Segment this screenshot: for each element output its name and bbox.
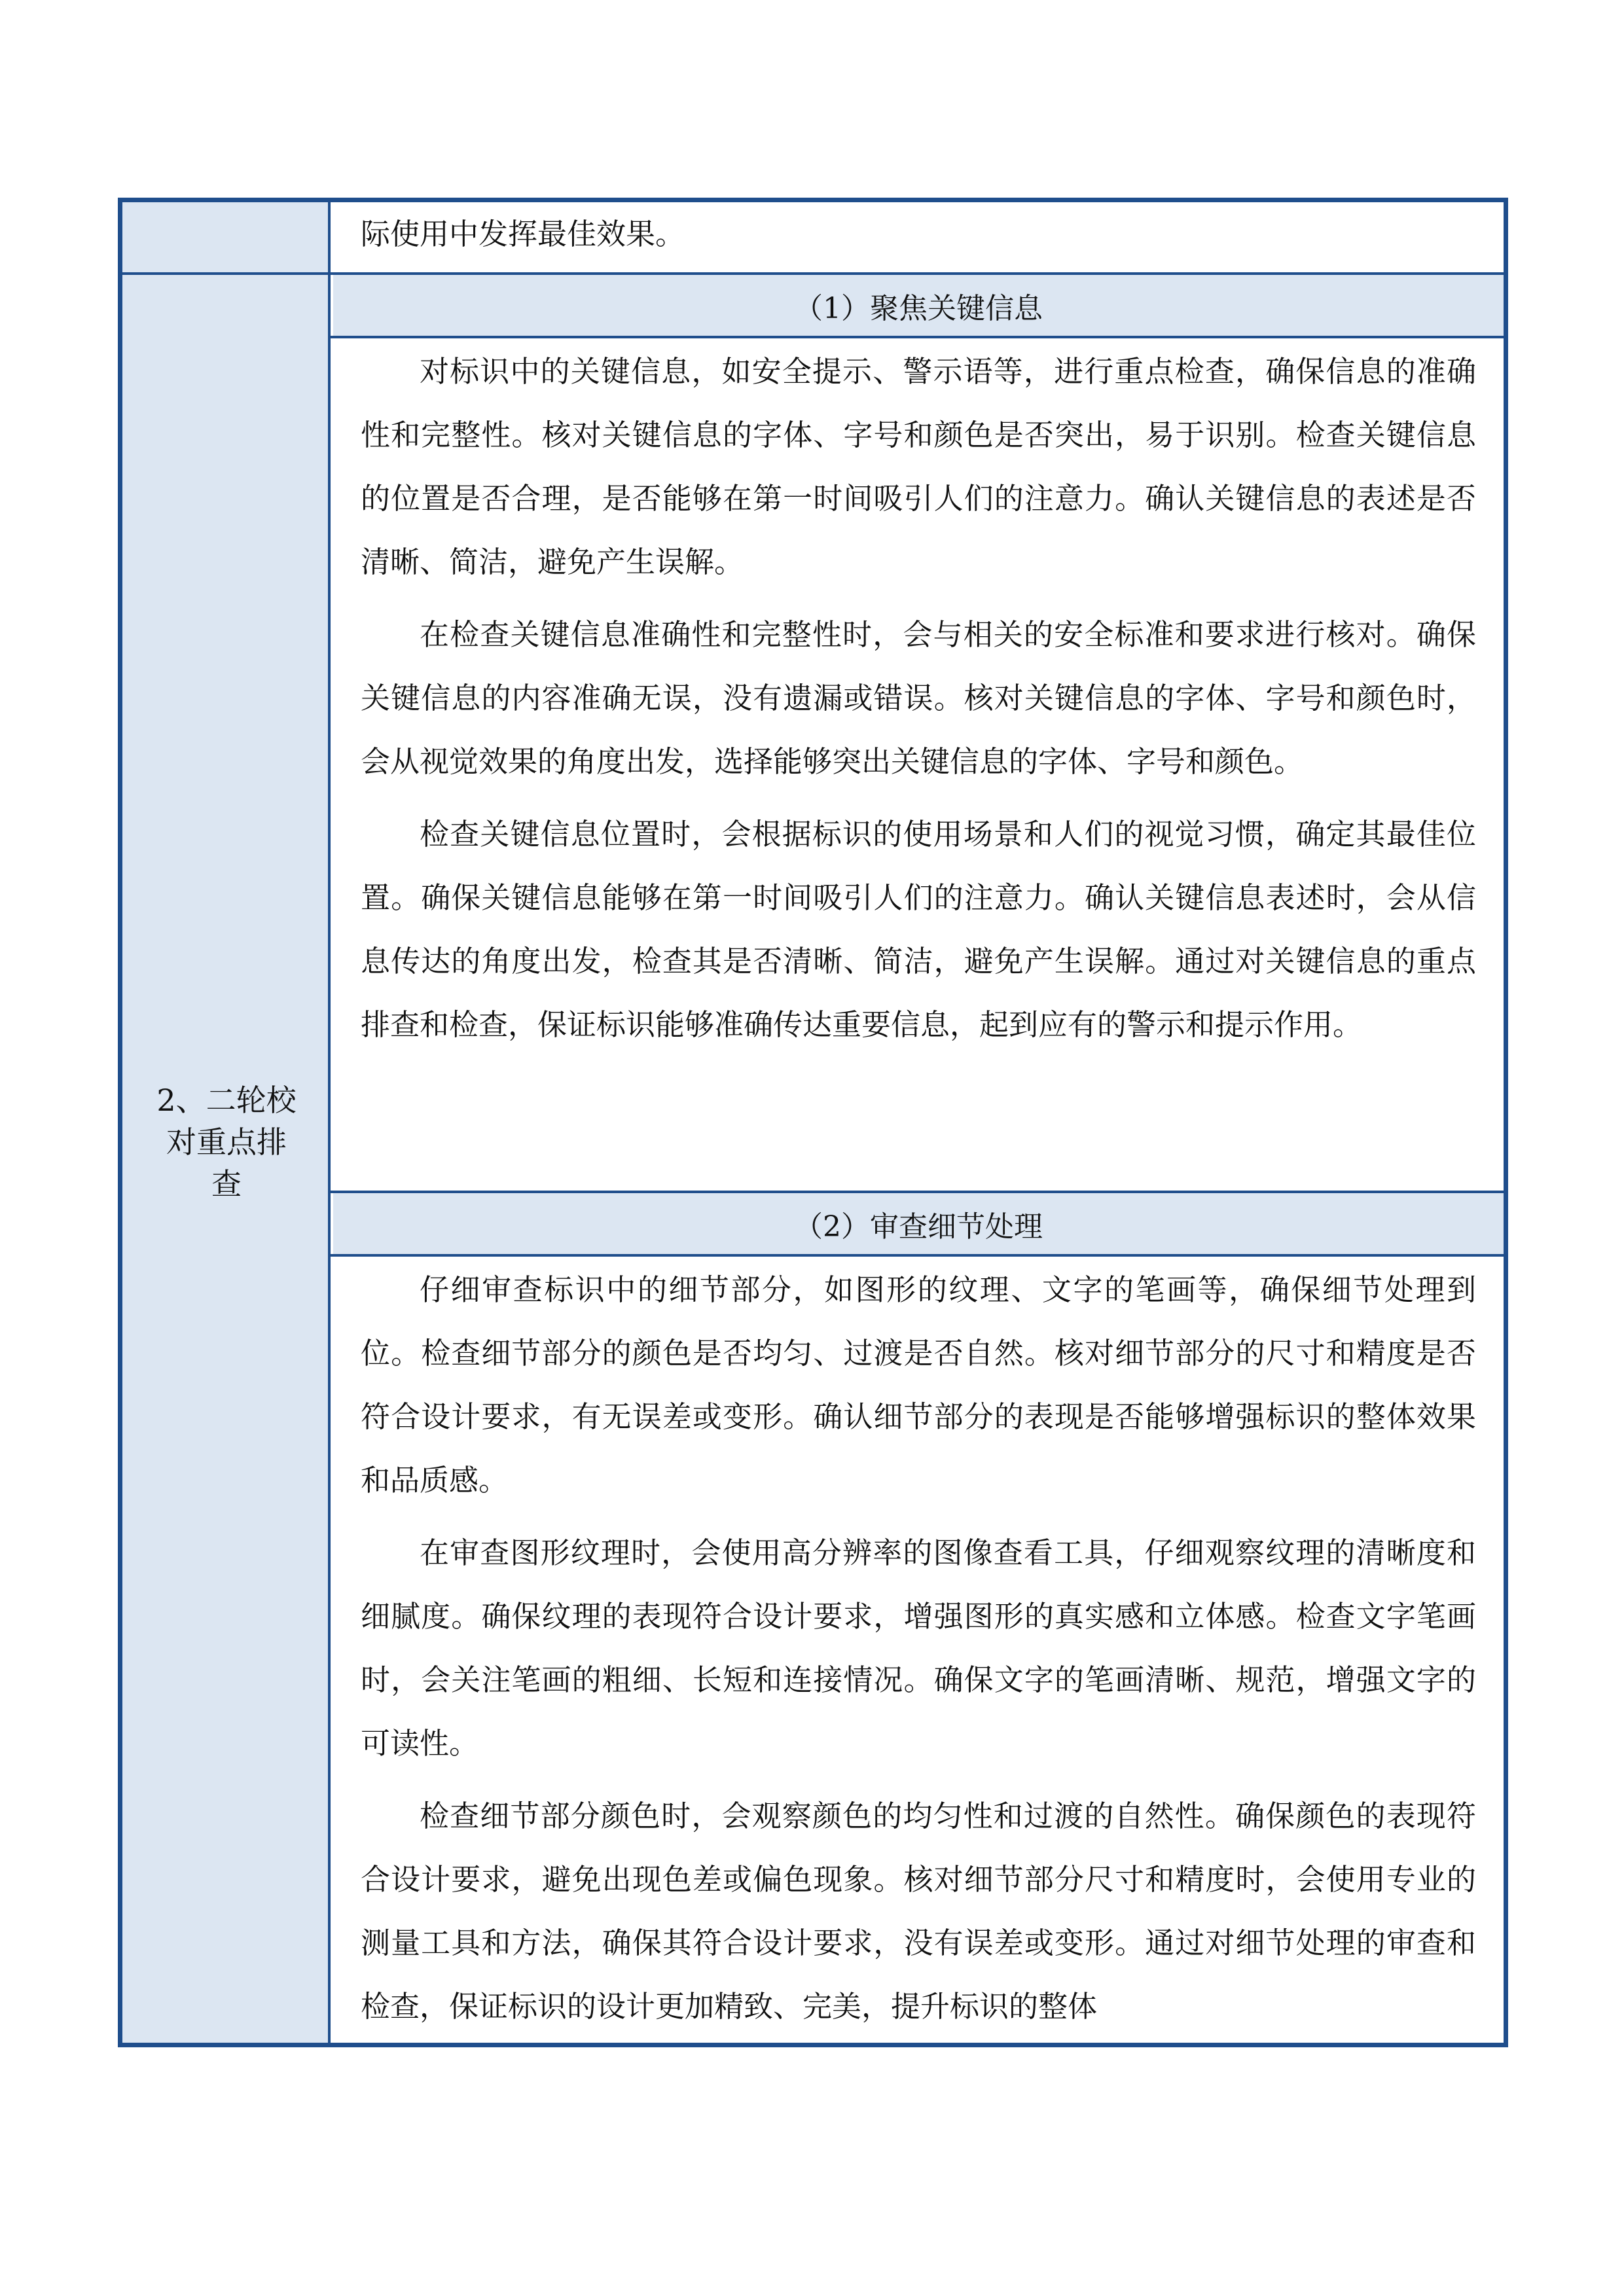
left-column xyxy=(122,202,331,2043)
row-label-line-3: 查 xyxy=(211,1166,242,1202)
row-label-line-1: 2、二轮校 xyxy=(156,1083,297,1118)
continuation-cell xyxy=(333,202,1504,272)
section-2-title: （2）审查细节处理 xyxy=(333,1193,1504,1254)
row-label xyxy=(122,1079,331,1205)
section-2-paragraph-3: 检查细节部分颜色时，会观察颜色的均匀性和过渡的自然性。确保颜色的表现符合设计要求，避免出现色差或偏色现象。核对细节部分尺寸和精度时，会使用专业的测量工具和方法，确保其符合设计要求，没有误差或变形。通过对细节处理的审查和检查，保证标识的设计更加精致、完美，提升标识的整体 xyxy=(361,1799,1476,2024)
section-1-paragraph-2: 在检查关键信息准确性和完整性时，会与相关的安全标准和要求进行核对。确保关键信息的内容准确无误，没有遗漏或错误。核对关键信息的字体、字号和颜色时，会从视觉效果的角度出发，选择能够突出关键信息的字体、字号和颜色。 xyxy=(361,617,1476,779)
section-1-body xyxy=(333,340,1504,1187)
section-1-paragraph-1: 对标识中的关键信息，如安全提示、警示语等，进行重点检查，确保信息的准确性和完整性。核对关键信息的字体、字号和颜色是否突出，易于识别。检查关键信息的位置是否合理，是否能够在第一时间吸引人们的注意力。确认关键信息的表述是否清晰、简洁，避免产生误解。 xyxy=(361,354,1476,579)
table-frame xyxy=(118,198,1508,2047)
section-1-title: （1）聚焦关键信息 xyxy=(333,275,1504,336)
section-2-divider xyxy=(331,1254,1504,1257)
section-2-body xyxy=(333,1258,1504,2043)
section-2-paragraph-2: 在审查图形纹理时，会使用高分辨率的图像查看工具，仔细观察纹理的清晰度和细腻度。确保纹理的表现符合设计要求，增强图形的真实感和立体感。检查文字笔画时，会关注笔画的粗细、长短和连接情况。确保文字的笔画清晰、规范，增强文字的可读性。 xyxy=(361,1535,1476,1761)
row-label-line-2: 对重点排 xyxy=(166,1124,287,1160)
continuation-text: 际使用中发挥最佳效果。 xyxy=(361,217,685,251)
section-2-paragraph-1: 仔细审查标识中的细节部分，如图形的纹理、文字的笔画等，确保细节处理到位。检查细节部分的颜色是否均匀、过渡是否自然。核对细节部分的尺寸和精度是否符合设计要求，有无误差或变形。确认细节部分的表现是否能够增强标识的整体效果和品质感。 xyxy=(361,1272,1476,1498)
section-1-paragraph-3: 检查关键信息位置时，会根据标识的使用场景和人们的视觉习惯，确定其最佳位置。确保关键信息能够在第一时间吸引人们的注意力。确认关键信息表述时，会从信息传达的角度出发，检查其是否清晰、简洁，避免产生误解。通过对关键信息的重点排查和检查，保证标识能够准确传达重要信息，起到应有的警示和提示作用。 xyxy=(361,817,1476,1042)
section-1-divider xyxy=(331,336,1504,338)
